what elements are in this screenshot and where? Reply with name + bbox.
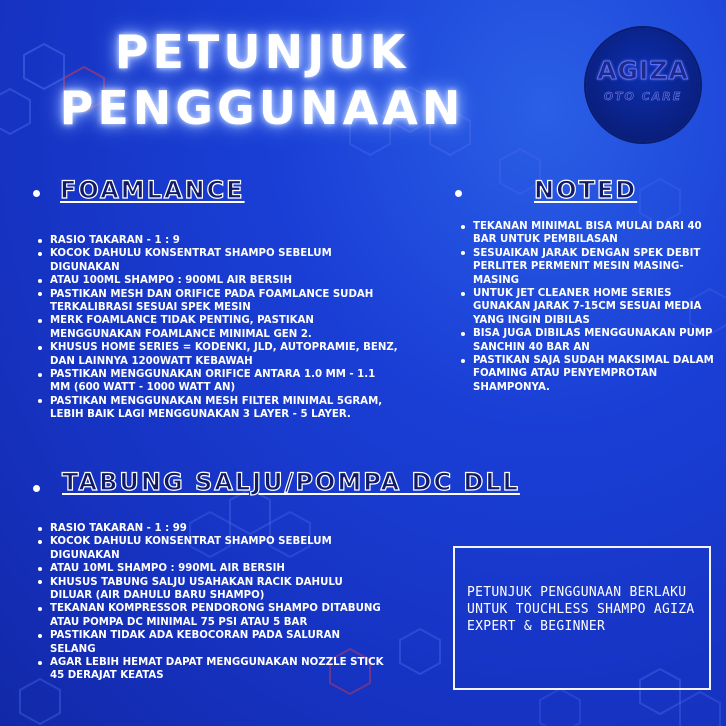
title-line-1: PETUNJUK <box>114 25 410 79</box>
logo-name: AGIZA <box>597 56 689 85</box>
logo-subtitle: OTO CARE <box>603 90 683 103</box>
noted-list <box>459 220 721 394</box>
list-item: PASTIKAN MESH DAN ORIFICE PADA FOAMLANCE SUDAH TERKALIBRASI SESUAI SPEK MESIN <box>36 288 398 315</box>
list-item: KHUSUS TABUNG SALJU USAHAKAN RACIK DAHULU DILUAR (AIR DAHULU BARU SHAMPO) <box>36 576 386 603</box>
list-item: UNTUK JET CLEANER HOME SERIES GUNAKAN JARAK 7-15CM SESUAI MEDIA YANG INGIN DIBILAS <box>459 287 721 327</box>
list-item: PASTIKAN SAJA SUDAH MAKSIMAL DALAM FOAMING ATAU PENYEMPROTAN SHAMPONYA. <box>459 354 721 394</box>
list-item: BISA JUGA DIBILAS MENGGUNAKAN PUMP SANCHIN 40 BAR AN <box>459 327 721 354</box>
list-item: TEKANAN KOMPRESSOR PENDORONG SHAMPO DITABUNG ATAU POMPA DC MINIMAL 75 PSI ATAU 5 BAR <box>36 602 386 629</box>
list-item: ATAU 100ML SHAMPO : 900ML AIR BERSIH <box>36 274 398 287</box>
note-text: PETUNJUK PENGGUNAAN BERLAKU UNTUK TOUCHLESS SHAMPO AGIZA EXPERT & BEGINNER <box>467 585 695 634</box>
section-bullet-icon <box>455 190 462 197</box>
list-item: SESUAIKAN JARAK DENGAN SPEK DEBIT PERLITER PERMENIT MESIN MASING-MASING <box>459 247 721 287</box>
foamlance-list <box>36 234 398 422</box>
agiza-logo <box>586 28 700 142</box>
list-item: PASTIKAN MENGGUNAKAN ORIFICE ANTARA 1.0 MM - 1.1 MM (600 WATT - 1000 WATT AN) <box>36 368 398 395</box>
page-title <box>52 24 472 136</box>
list-item: TEKANAN MINIMAL BISA MULAI DARI 40 BAR UNTUK PEMBILASAN <box>459 220 721 247</box>
list-item: RASIO TAKARAN - 1 : 99 <box>36 522 386 535</box>
tabung-list <box>36 522 386 683</box>
list-item: MERK FOAMLANCE TIDAK PENTING, PASTIKAN MENGGUNAKAN FOAMLANCE MINIMAL GEN 2. <box>36 314 398 341</box>
note-box <box>453 546 711 690</box>
section-bullet-icon <box>33 190 40 197</box>
list-item: KOCOK DAHULU KONSENTRAT SHAMPO SEBELUM DIGUNAKAN <box>36 535 386 562</box>
list-item: ATAU 10ML SHAMPO : 990ML AIR BERSIH <box>36 562 386 575</box>
list-item: AGAR LEBIH HEMAT DAPAT MENGGUNAKAN NOZZLE STICK 45 DERAJAT KEATAS <box>36 656 386 683</box>
list-item: RASIO TAKARAN - 1 : 9 <box>36 234 398 247</box>
tabung-heading: TABUNG SALJU/POMPA DC DLL <box>62 468 520 496</box>
list-item: KOCOK DAHULU KONSENTRAT SHAMPO SEBELUM DIGUNAKAN <box>36 247 398 274</box>
noted-heading: NOTED <box>534 176 638 204</box>
list-item: KHUSUS HOME SERIES = KODENKI, JLD, AUTOPRAMIE, BENZ, DAN LAINNYA 1200WATT KEBAWAH <box>36 341 398 368</box>
list-item: PASTIKAN TIDAK ADA KEBOCORAN PADA SALURAN SELANG <box>36 629 386 656</box>
title-line-2: PENGGUNAAN <box>59 81 465 135</box>
section-bullet-icon <box>33 485 40 492</box>
list-item: PASTIKAN MENGGUNAKAN MESH FILTER MINIMAL 5GRAM, LEBIH BAIK LAGI MENGGUNAKAN 3 LAYER - 5 LAYER. <box>36 395 398 422</box>
foamlance-heading: FOAMLANCE <box>60 176 245 204</box>
